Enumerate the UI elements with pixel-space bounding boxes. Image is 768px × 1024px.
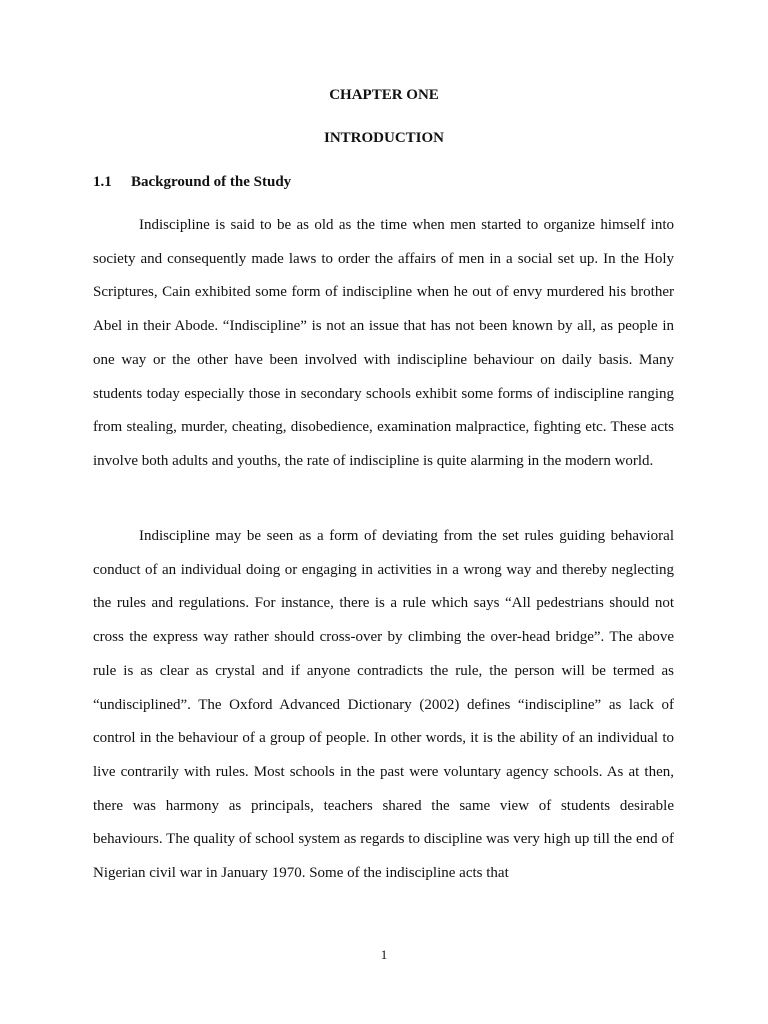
body-paragraph-2: Indiscipline may be seen as a form of deviating from the set rules guiding behavioral conduct of an individual doing or engaging in activities in a wrong way and thereby neglecting the rules and regulations. For instance, there is a rule which says “All pedestrians should not cross the express way rather should cross-over by climbing the over-head bridge”. The above rule is as clear as crystal and if anyone contradicts the rule, the person will be termed as “undisciplined”. The Oxford Advanced Dictionary (2002) defines “indiscipline” as lack of control in the behaviour of a group of people. In other words, it is the ability of an individual to live contrarily with rules. Most schools in the past were voluntary agency schools. As at then, there was harmony as principals, teachers shared the same view of students desirable behaviours. The quality of school system as regards to discipline was very high up till the end of Nigerian civil war in January 1970. Some of the indiscipline acts that xyxy=(93,528,674,882)
section-title: Background of the Study xyxy=(131,174,292,190)
section-heading xyxy=(93,174,291,191)
chapter-heading: CHAPTER ONE xyxy=(329,87,439,103)
section-number: 1.1 xyxy=(93,174,112,190)
page-number: 1 xyxy=(380,947,388,962)
body-paragraph-1: Indiscipline is said to be as old as the time when men started to organize himself into society and consequently made laws to order the affairs of men in a social set up. In the Holy Scriptures, Cain exhibited some form of indiscipline when he out of envy murdered his brother Abel in their Abode. “Indiscipline” is not an issue that has not been known by all, as people in one way or the other have been involved with indiscipline behaviour on daily basis. Many students today especially those in secondary schools exhibit some forms of indiscipline ranging from stealing, murder, cheating, disobedience, examination malpractice, fighting etc. These acts involve both adults and youths, the rate of indiscipline is quite alarming in the modern world. xyxy=(93,217,674,469)
page-title: INTRODUCTION xyxy=(323,130,444,146)
